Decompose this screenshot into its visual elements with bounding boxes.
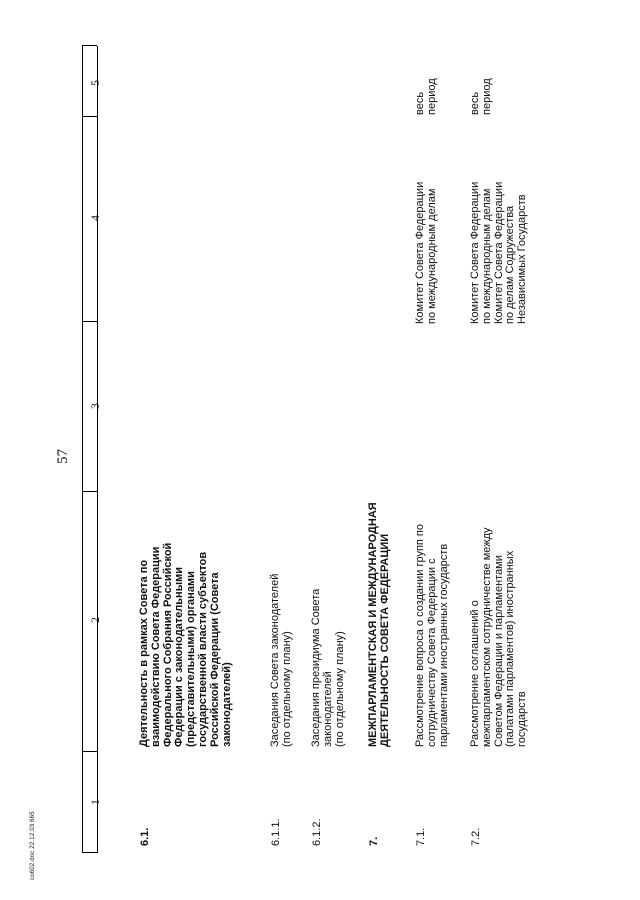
column-divider — [82, 491, 97, 492]
column-divider — [82, 852, 97, 853]
row-number: 6.1.1. — [270, 818, 282, 846]
row-title: Деятельность в рамках Совета по взаимодействию Совета Федерации Федерального Собрания Российской Федерации с законодательными (представительными) органами государственной власти субъектов Российской Федерации (Совета законодателей) — [138, 542, 233, 747]
row-title: Заседания президиума Совета законодателей (по отдельному плану) — [310, 588, 346, 747]
row-number: 6.1. — [139, 827, 151, 846]
page-number: 57 — [55, 449, 71, 464]
row-number: 7.1. — [415, 827, 427, 846]
row-title: Заседания Совета законодателей (по отдельному плану) — [269, 573, 293, 747]
column-header-3: 3 — [88, 403, 102, 409]
row-number: 7. — [368, 836, 380, 846]
column-header-1: 1 — [88, 799, 102, 805]
row-number: 7.2. — [470, 827, 482, 846]
row-period: весь период — [469, 78, 493, 115]
column-header-5: 5 — [88, 80, 102, 86]
column-divider — [82, 751, 97, 752]
footer-stamp: co602.doc 22.12.03 665 — [30, 811, 36, 880]
column-divider — [82, 321, 97, 322]
row-title: МЕЖПАРЛАМЕНТСКАЯ И МЕЖДУНАРОДНАЯ ДЕЯТЕЛЬНОСТЬ СОВЕТА ФЕДЕРАЦИИ — [367, 502, 391, 747]
table-header-bottom-border — [97, 46, 98, 853]
column-header-4: 4 — [88, 215, 102, 221]
row-responsible: Комитет Совета Федерации по международным делам — [414, 181, 438, 324]
row-responsible: Комитет Совета Федерации по международным делам Комитет Совета Федерации по делам Содружества Независимых Государств — [469, 181, 529, 324]
column-divider — [82, 116, 97, 117]
row-title: Рассмотрение соглашений о межпарламентском сотрудничестве между Советом Федерации и парламентами (палатами парламентов) иностранных государств — [469, 527, 529, 747]
row-number: 6.1.2. — [311, 818, 323, 846]
table-header-top-border — [82, 46, 83, 853]
column-divider — [82, 45, 97, 46]
row-period: весь период — [414, 78, 438, 115]
row-title: Рассмотрение вопроса о создании групп по сотрудничеству Совета Федерации с парламентами иностранных государств — [414, 524, 450, 747]
column-header-2: 2 — [88, 617, 102, 623]
